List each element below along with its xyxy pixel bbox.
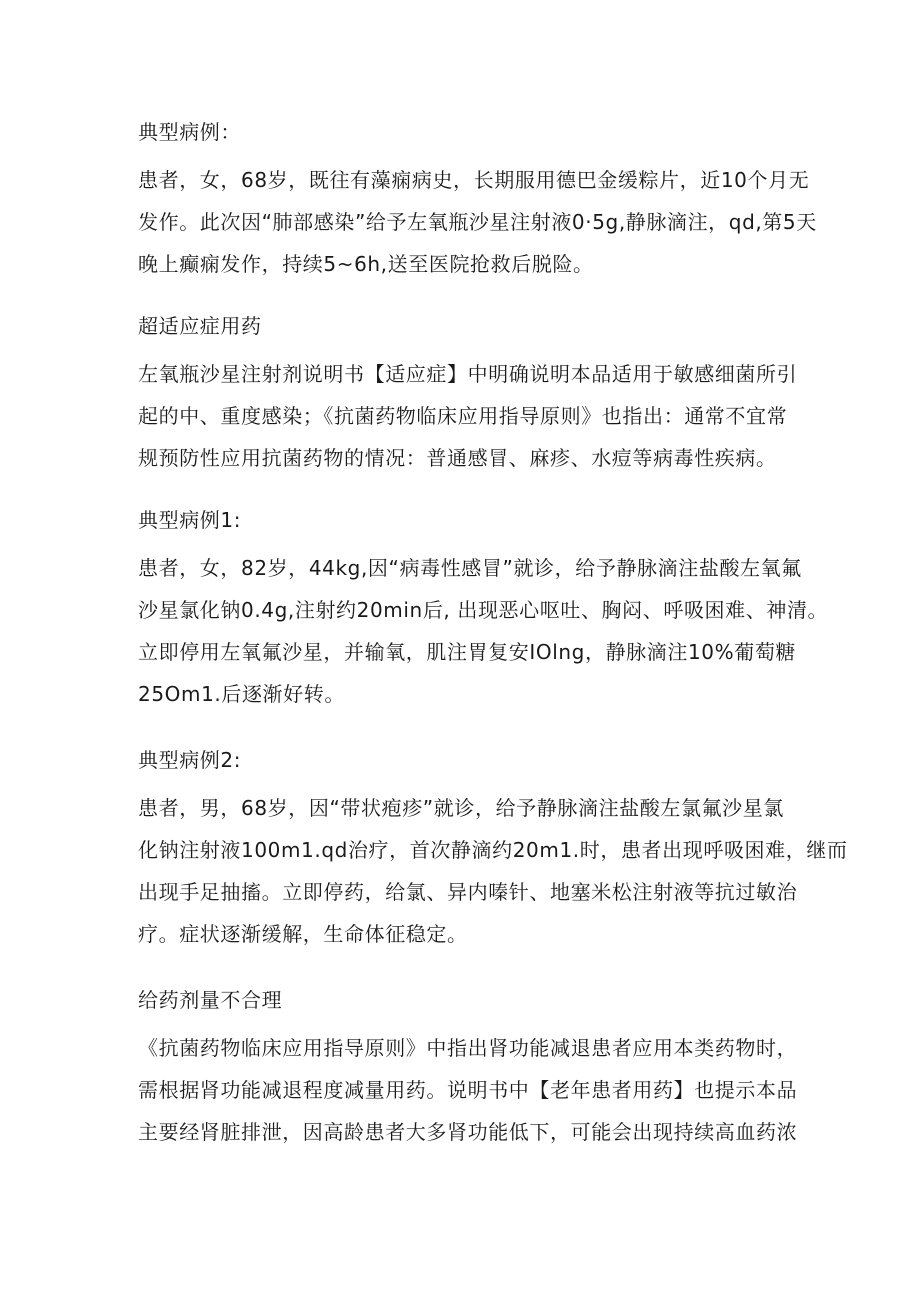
text-line: 晚上癫痫发作，持续5~6h,送至医院抢救后脱险。 xyxy=(138,252,594,276)
text-line: 立即停用左氧氟沙星，并输氧，肌注胃复安IOlng，静脉滴注10%葡萄糖 xyxy=(138,640,797,664)
text-line: 化钠注射液100m1.qd治疗，首次静滴约20m1.时，患者出现呼吸困难，继而 xyxy=(138,838,848,862)
paragraph-case-1 xyxy=(138,554,829,708)
text-line: 规预防性应用抗菌药物的情况：普通感冒、麻疹、水痘等病毒性疾病。 xyxy=(138,446,777,470)
heading-case-intro: 典型病例： xyxy=(138,120,241,144)
paragraph-case-intro xyxy=(138,166,817,278)
paragraph-off-label-use xyxy=(138,360,798,472)
text-line: 25Om1.后逐渐好转。 xyxy=(138,682,345,706)
text-line: 发作。此次因“肺部感染”给予左氧瓶沙星注射液0·5g,静脉滴注，qd,第5天 xyxy=(138,210,817,234)
heading-dosage: 给药剂量不合理 xyxy=(138,988,283,1012)
text-line: 《抗菌药物临床应用指导原则》中指出肾功能减退患者应用本类药物时， xyxy=(138,1036,798,1060)
text-line: 出现手足抽搐。立即停药，给氯、异内嗪针、地塞米松注射液等抗过敏治 xyxy=(138,880,798,904)
paragraph-dosage xyxy=(138,1034,798,1146)
text-line: 需根据肾功能减退程度减量用药。说明书中【老年患者用药】也提示本品 xyxy=(138,1078,798,1102)
text-line: 患者，男，68岁，因“带状疱疹”就诊，给予静脉滴注盐酸左氯氟沙星氯 xyxy=(138,796,784,820)
text-line: 左氧瓶沙星注射剂说明书【适应症】中明确说明本品适用于敏感细菌所引 xyxy=(138,362,798,386)
text-line: 患者，女，82岁，44kg,因“病毒性感冒”就诊，给予静脉滴注盐酸左氧氟 xyxy=(138,556,802,580)
heading-case-1: 典型病例1: xyxy=(138,508,242,532)
text-line: 患者，女，68岁，既往有藻痫病史，长期服用德巴金缓粽片，近10个月无 xyxy=(138,168,810,192)
text-line: 起的中、重度感染；《抗菌药物临床应用指导原则》也指出：通常不宜常 xyxy=(138,404,788,428)
heading-case-2: 典型病例2: xyxy=(138,748,242,772)
text-line: 主要经肾脏排泄，因高龄患者大多肾功能低下，可能会出现持续高血药浓 xyxy=(138,1120,798,1144)
paragraph-case-2 xyxy=(138,794,848,948)
text-line: 沙星氯化钠0.4g,注射约20min后, 出现恶心呕吐、胸闷、呼吸困难、神清。 xyxy=(138,598,829,622)
text-line: 疗。症状逐渐缓解，生命体征稳定。 xyxy=(138,922,468,946)
heading-off-label-use: 超适应症用药 xyxy=(138,314,262,338)
